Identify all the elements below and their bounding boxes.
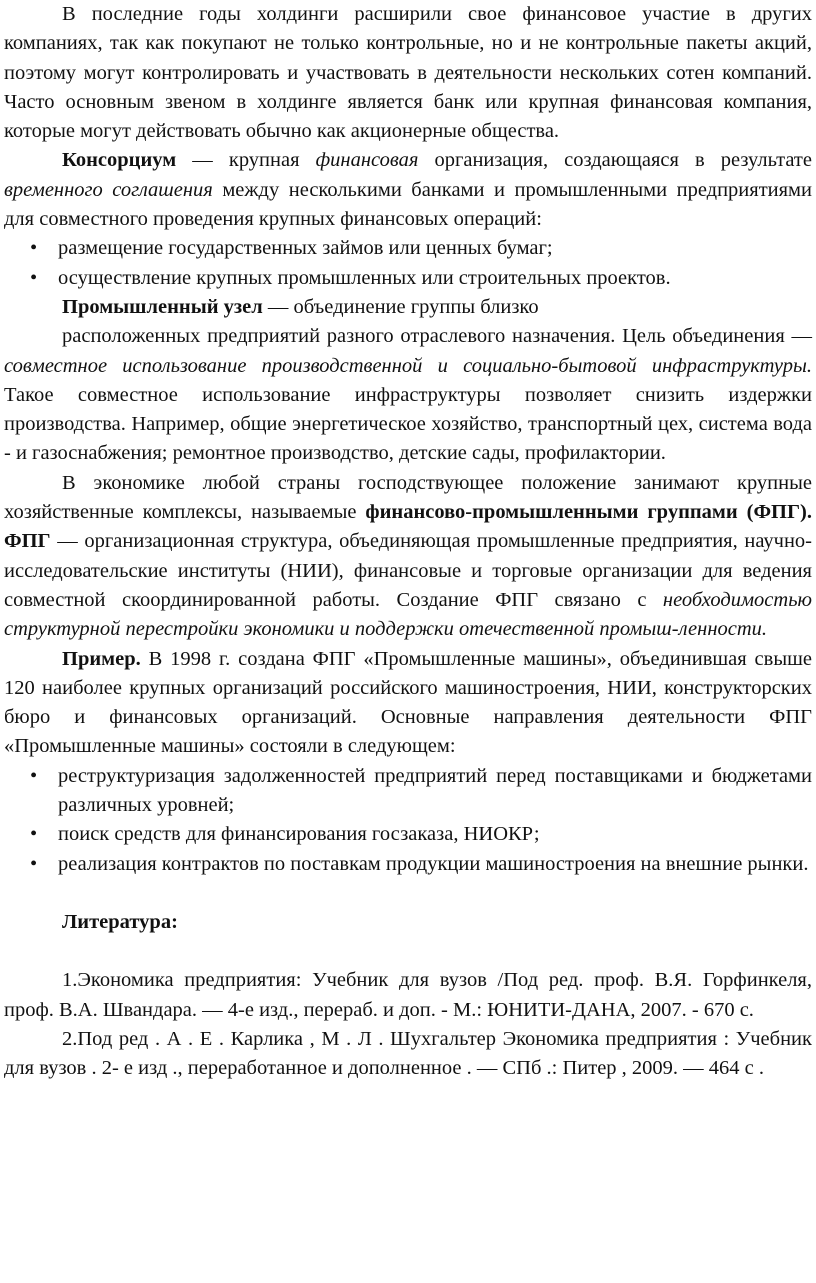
paragraph-consortium: Консорциум — крупная финансовая организация, создающаяся в результате временного соглашения между несколькими банками и промышленными предприятиями для совместного проведения крупных финансовых операций:	[4, 149, 813, 231]
paragraph-holdings: В последние годы холдинги расширили свое финансовое участие в других компаниях, так как покупают не только контрольные, но и не контрольные пакеты акций, поэтому могут контролировать и участвовать в деятельности нескольких сотен компаний. Часто основным звеном в холдинге является банк или крупная финансовая компания, которые могут действовать обычно как акционерные общества.	[4, 3, 812, 143]
list-item: • реализация контрактов по поставкам продукции машиностроения на внешние рынки.	[4, 850, 812, 879]
bullet-icon: •	[30, 823, 38, 846]
paragraph-industrial-node-heading: Промышленный узел — объединение группы близко	[62, 295, 539, 318]
reference-item: 2.Под ред . А . Е . Карлика , М . Л . Шухгальтер Экономика предприятия : Учебник для вузов . 2- е изд ., переработанное и дополненное . — СПб .: Питер , 2009. — 464 с .	[4, 1027, 812, 1080]
reference-item: 1.Экономика предприятия: Учебник для вузов /Под ред. проф. В.Я. Горфинкеля, проф. В.А. Швандара. — 4-е изд., перераб. и доп. - М.: ЮНИТИ-ДАНА, 2007. - 670 с.	[4, 969, 812, 1021]
term-example: Пример.	[62, 647, 141, 670]
list-item: • осуществление крупных промышленных или строительных проектов.	[4, 264, 812, 293]
bullet-icon: •	[30, 764, 38, 787]
bullet-icon: •	[30, 266, 38, 289]
term-industrial-node: Промышленный узел	[62, 295, 263, 318]
list-item: • реструктуризация задолженностей предприятий перед поставщиками и бюджетами различных уровней;	[4, 762, 812, 821]
paragraph-fpg: В экономике любой страны господствующее положение занимают крупные хозяйственные комплексы, называемые финансово-промышленными группами (ФПГ). ФПГ — организационная структура, объединяющая промышленные предприятия, научно-исследовательские институты (НИИ), финансовые и торговые организации для ведения совместной скоординированной работы. Создание ФПГ связано с необходимостью структурной перестройки экономики и поддержки отечественной промыш-ленности.	[4, 471, 813, 641]
spacer	[4, 937, 812, 966]
paragraph-industrial-node: расположенных предприятий разного отраслевого назначения. Цель объединения — совместное использование производственной и социально-бытовой инфраструктуры. Такое совместное использование инфраструктуры позволяет снизить издержки производства. Например, общие энергетическое хозяйство, транспортный цех, система вода - и газоснабжения; ремонтное производство, детские сады, профилактории.	[4, 325, 812, 465]
list-item: • размещение государственных займов или ценных бумаг;	[4, 234, 812, 263]
term-fpg: финансово-промышленными группами (ФПГ). ФПГ	[4, 501, 813, 553]
bullet-icon: •	[30, 852, 38, 875]
list-item: • поиск средств для финансирования госзаказа, НИОКР;	[4, 820, 812, 849]
term-consortium: Консорциум	[62, 149, 177, 172]
literature-heading: Литература:	[62, 910, 178, 933]
consortium-bullet-list	[4, 234, 812, 293]
reference-list	[4, 966, 812, 1083]
example-bullet-list	[4, 762, 812, 879]
spacer	[4, 879, 812, 908]
bullet-icon: •	[30, 237, 38, 260]
paragraph-example: Пример. В 1998 г. создана ФПГ «Промышленные машины», объединившая свыше 120 наиболее крупных организаций российского машиностроения, НИИ, конструкторских бюро и финансовых организаций. Основные направления деятельности ФПГ «Промышленные машины» состояли в следующем:	[4, 647, 812, 758]
